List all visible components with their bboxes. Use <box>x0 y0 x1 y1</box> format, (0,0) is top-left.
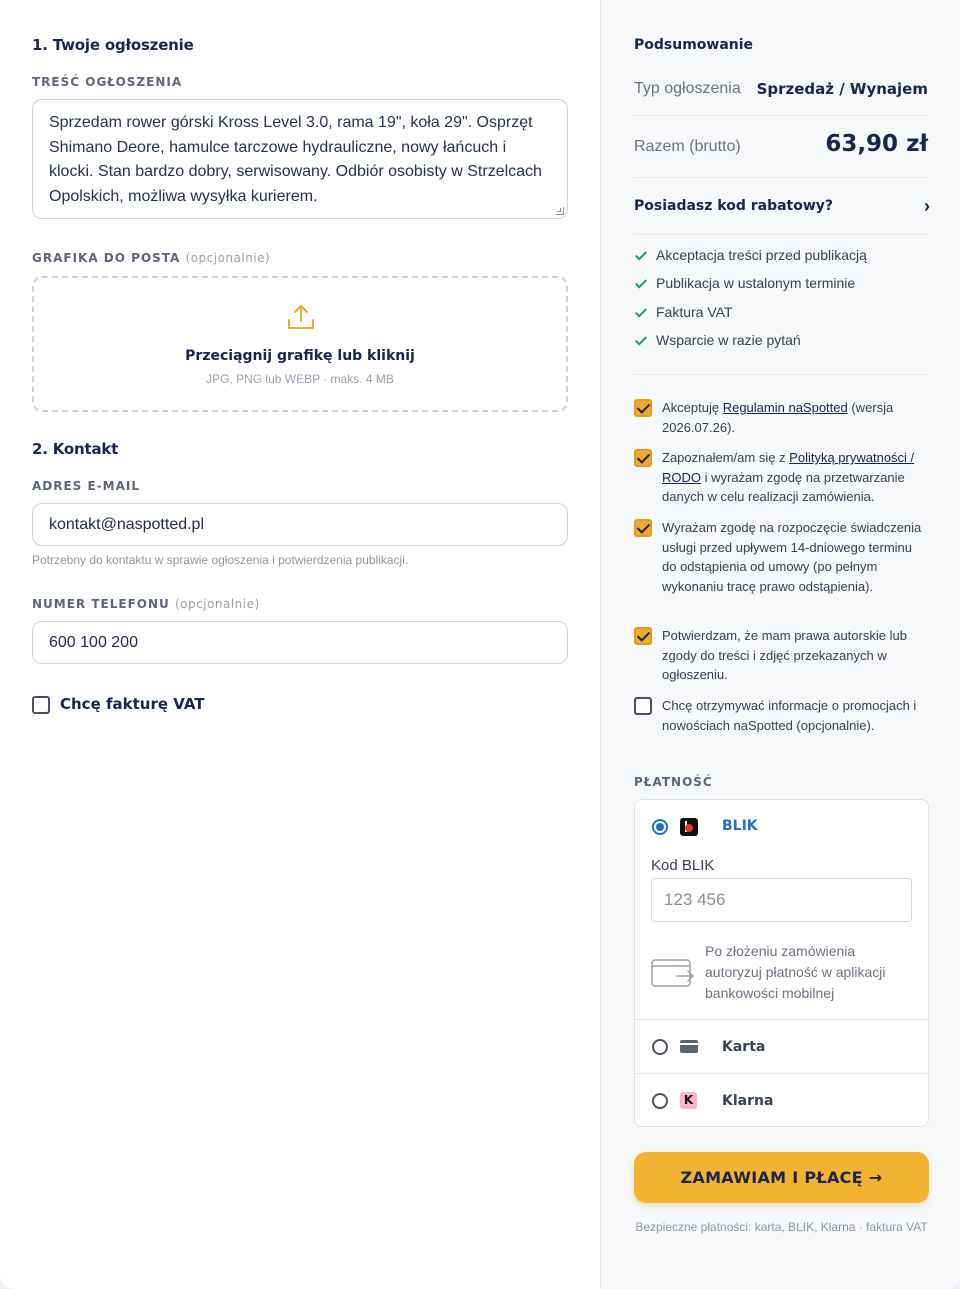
type-label: Typ ogłoszenia <box>634 80 741 97</box>
section-title-contact: 2. Kontakt <box>32 440 119 458</box>
consent-marketing-text: Chcę otrzymywać informacje o promocjach i nowościach naSpotted (opcjonalnie). <box>662 698 917 733</box>
ad-content-textarea[interactable] <box>32 99 568 219</box>
consent-copyright-checkbox[interactable] <box>634 627 652 645</box>
graphic-optional: (opcjonalnie) <box>185 251 271 265</box>
blik-label[interactable]: BLIK <box>722 818 758 834</box>
terms-link[interactable]: Regulamin naSpotted <box>722 400 848 415</box>
phone-transfer-icon <box>651 959 695 989</box>
chevron-right-icon[interactable]: › <box>924 196 930 216</box>
graphic-label-text: GRAFIKA DO POSTA <box>32 251 181 265</box>
consent-privacy-text <box>662 448 930 507</box>
blik-code-input[interactable]: 123 456 <box>651 878 912 922</box>
phone-input[interactable]: 600 100 200 <box>32 621 568 664</box>
klarna-icon: K <box>680 1092 697 1109</box>
content-label: TREŚĆ OGŁOSZENIA <box>32 75 183 89</box>
check-icon <box>634 277 648 291</box>
divider <box>634 177 929 178</box>
graphic-dropzone[interactable] <box>32 276 568 412</box>
resize-handle-icon[interactable] <box>556 207 564 215</box>
feature-text: Faktura VAT <box>656 304 733 320</box>
consent-early-start-text: Wyrażam zgodę na rozpoczęcie świadczenia usługi przed upływem 14-dniowego terminu do odstąpienia od umowy (po pełnym wykonaniu tracę prawo odstąpienia). <box>662 520 922 595</box>
consent-text: Akceptuję <box>662 400 723 415</box>
type-value: Sprzedaż / Wynajem <box>756 80 928 98</box>
check-icon <box>634 334 648 348</box>
promo-code-toggle[interactable]: Posiadasz kod rabatowy? <box>634 198 834 214</box>
divider <box>635 1073 928 1074</box>
divider <box>634 374 929 375</box>
consent-early-start-checkbox[interactable] <box>634 519 652 537</box>
klarna-radio[interactable] <box>652 1093 668 1109</box>
check-icon <box>634 249 648 263</box>
order-and-pay-button[interactable]: ZAMAWIAM I PŁACĘ → <box>634 1152 929 1203</box>
phone-optional: (opcjonalnie) <box>174 597 260 611</box>
consent-text: Zapoznałem/am się z <box>662 450 790 465</box>
phone-label-text: NUMER TELEFONU <box>32 597 170 611</box>
order-summary <box>600 0 960 1289</box>
email-hint: Potrzebny do kontaktu w sprawie ogłoszenia i potwierdzenia publikacji. <box>32 553 409 567</box>
feature-text: Wsparcie w razie pytań <box>656 332 801 348</box>
consent-text: (wersja 2026.07.26). <box>662 400 894 435</box>
total-value: 63,90 zł <box>825 131 928 157</box>
card-radio[interactable] <box>652 1039 668 1055</box>
blik-icon <box>680 818 698 836</box>
klarna-label[interactable]: Klarna <box>722 1093 774 1109</box>
consent-terms-checkbox[interactable] <box>634 399 652 417</box>
vat-label[interactable]: Chcę fakturę VAT <box>60 695 205 713</box>
dropzone-subtitle: JPG, PNG lub WEBP · maks. 4 MB <box>206 372 394 386</box>
section-title-ad: 1. Twoje ogłoszenie <box>32 36 194 54</box>
phone-label <box>32 597 260 611</box>
payment-label: PŁATNOŚĆ <box>634 775 713 789</box>
total-label: Razem (brutto) <box>634 138 741 155</box>
payment-methods <box>634 799 929 1127</box>
vat-checkbox[interactable] <box>32 696 50 714</box>
summary-title: Podsumowanie <box>634 37 754 53</box>
consent-marketing-checkbox[interactable] <box>634 697 652 715</box>
blik-radio[interactable] <box>652 819 668 835</box>
divider <box>634 115 929 116</box>
secure-payments-note: Bezpieczne płatności: karta, BLIK, Klarna · faktura VAT <box>635 1220 928 1234</box>
email-input[interactable]: kontakt@naspotted.pl <box>32 503 568 546</box>
upload-icon <box>286 302 316 332</box>
feature-text: Akceptacja treści przed publikacją <box>656 247 867 263</box>
consent-text: i wyrażam zgodę na przetwarzanie danych w celu realizacji zamówienia. <box>662 469 905 505</box>
graphic-label <box>32 251 270 265</box>
ad-content-text: Sprzedam rower górski Kross Level 3.0, rama 19", koła 29". Osprzęt Shimano Deore, hamulce tarczowe hydrauliczne, nowy łańcuch i klocki. Stan bardzo dobry, serwisowany. Odbiór osobisty w Strzelcach Opolskich, możliwa wysyłka kurierem. <box>49 114 542 205</box>
divider <box>635 1019 928 1020</box>
blik-info-text: Po złożeniu zamówienia autoryzuj płatność w aplikacji bankowości mobilnej <box>705 943 886 1001</box>
dropzone-title: Przeciągnij grafikę lub kliknij <box>185 348 415 364</box>
email-label: ADRES E-MAIL <box>32 479 141 493</box>
divider <box>634 234 929 235</box>
feature-text: Publikacja w ustalonym terminie <box>656 275 856 291</box>
consent-privacy-checkbox[interactable] <box>634 449 652 467</box>
check-icon <box>634 306 648 320</box>
card-label[interactable]: Karta <box>722 1039 766 1055</box>
card-icon <box>680 1040 698 1053</box>
consent-terms-text <box>662 398 930 437</box>
consent-copyright-text: Potwierdzam, że mam prawa autorskie lub zgody do treści i zdjęć przekazanych w ogłoszeniu. <box>662 628 907 683</box>
privacy-policy-link[interactable]: Polityką prywatności / RODO <box>662 450 915 485</box>
blik-code-label: Kod BLIK <box>651 857 715 874</box>
